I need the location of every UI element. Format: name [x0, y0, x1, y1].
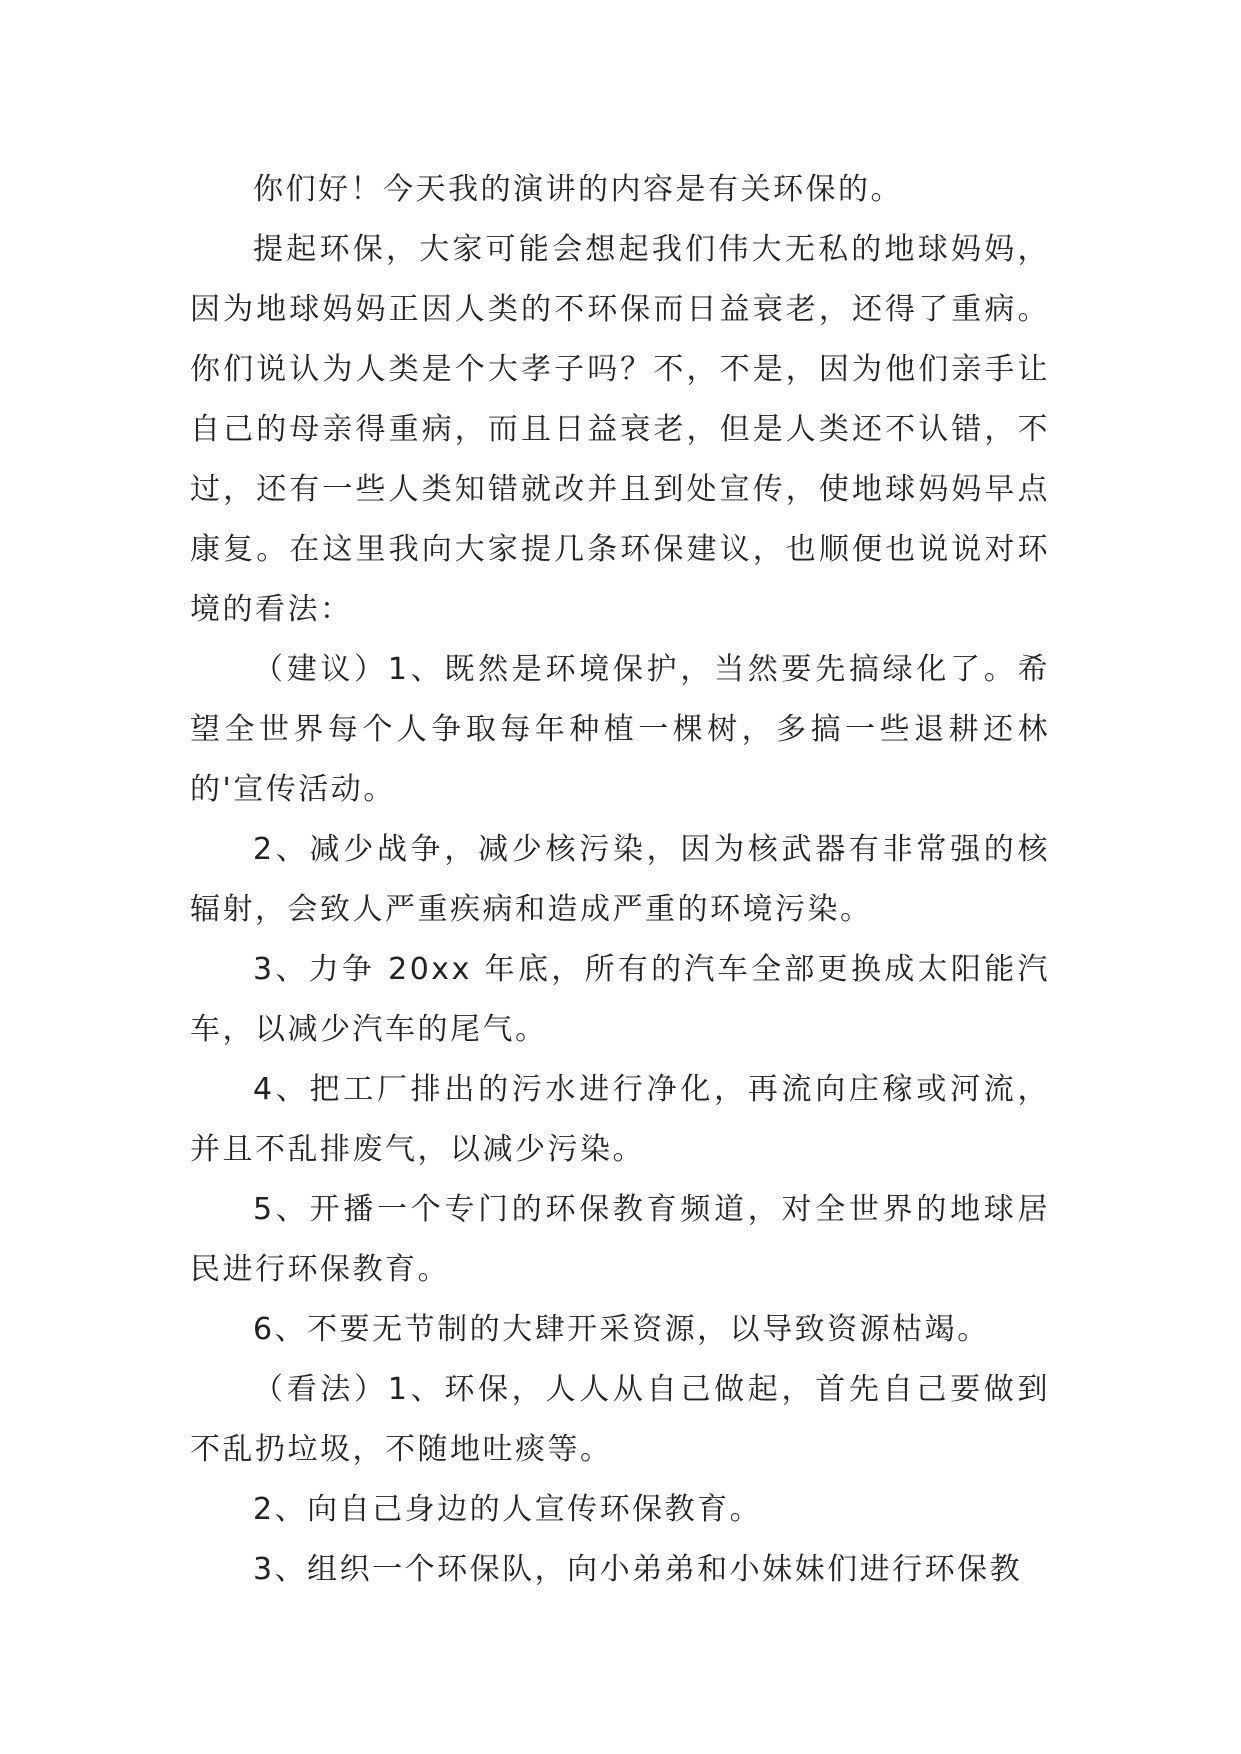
paragraph-greeting: 你们好！今天我的演讲的内容是有关环保的。: [253, 172, 903, 207]
paragraph-suggestion-1: （建议）1、既然是环境保护，当然要先搞绿化了。希望全世界每个人争取每年种植一棵树，多搞一些退耕还林的'宣传活动。: [190, 652, 1050, 807]
paragraph-suggestion-5: 5、开播一个专门的环保教育频道，对全世界的地球居民进行环保教育。: [190, 1192, 1050, 1287]
paragraph-suggestion-2: 2、减少战争，减少核污染，因为核武器有非常强的核辐射，会致人严重疾病和造成严重的环境污染。: [190, 832, 1050, 927]
paragraph-suggestion-6: 6、不要无节制的大肆开采资源，以导致资源枯竭。: [253, 1312, 990, 1347]
paragraph-view-1: （看法）1、环保，人人从自己做起，首先自己要做到不乱扔垃圾，不随地吐痰等。: [190, 1372, 1050, 1467]
paragraph-suggestion-3: 3、力争 20xx 年底，所有的汽车全部更换成太阳能汽车，以减少汽车的尾气。: [190, 952, 1050, 1047]
paragraph-intro: 提起环保，大家可能会想起我们伟大无私的地球妈妈，因为地球妈妈正因人类的不环保而日益衰老，还得了重病。你们说认为人类是个大孝子吗？不，不是，因为他们亲手让自己的母亲得重病，而且日益衰老，但是人类还不认错，不过，还有一些人类知错就改并且到处宣传，使地球妈妈早点康复。在这里我向大家提几条环保建议，也顺便也说说对环境的看法：: [190, 232, 1050, 627]
speech-text: [190, 160, 1050, 1600]
paragraph-view-2: 2、向自己身边的人宣传环保教育。: [253, 1492, 763, 1527]
paragraph-suggestion-4: 4、把工厂排出的污水进行净化，再流向庄稼或河流，并且不乱排废气，以减少污染。: [190, 1072, 1050, 1167]
paragraph-view-3: 3、组织一个环保队，向小弟弟和小妹妹们进行环保教: [253, 1552, 1023, 1587]
